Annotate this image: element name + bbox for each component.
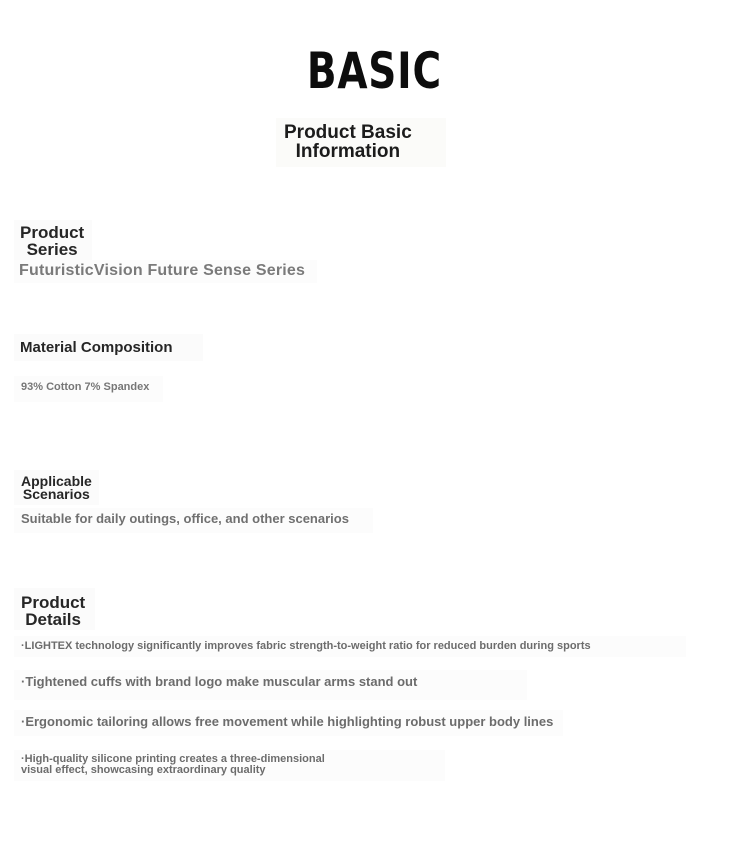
- section-title: Product Basic Information: [276, 118, 446, 167]
- series-label: Product Series: [14, 220, 92, 260]
- detail-item: ·LIGHTEX technology significantly improves fabric strength-to-weight ratio for reduced burden during sports: [14, 636, 686, 657]
- series-value: FuturisticVision Future Sense Series: [14, 260, 317, 283]
- detail-item: ·High-quality silicone printing creates a three-dimensional visual effect, showcasing extraordinary quality: [14, 750, 445, 781]
- detail-item: ·Ergonomic tailoring allows free movement while highlighting robust upper body lines: [14, 710, 563, 736]
- details-label: Product Details: [14, 588, 95, 630]
- material-label: Material Composition: [14, 334, 203, 361]
- scenarios-value: Suitable for daily outings, office, and other scenarios: [14, 508, 373, 533]
- scenarios-label: Applicable Scenarios: [14, 470, 99, 505]
- brand-logo: BASIC: [306, 42, 442, 100]
- material-value: 93% Cotton 7% Spandex: [14, 376, 163, 402]
- detail-item: ·Tightened cuffs with brand logo make muscular arms stand out: [14, 670, 527, 700]
